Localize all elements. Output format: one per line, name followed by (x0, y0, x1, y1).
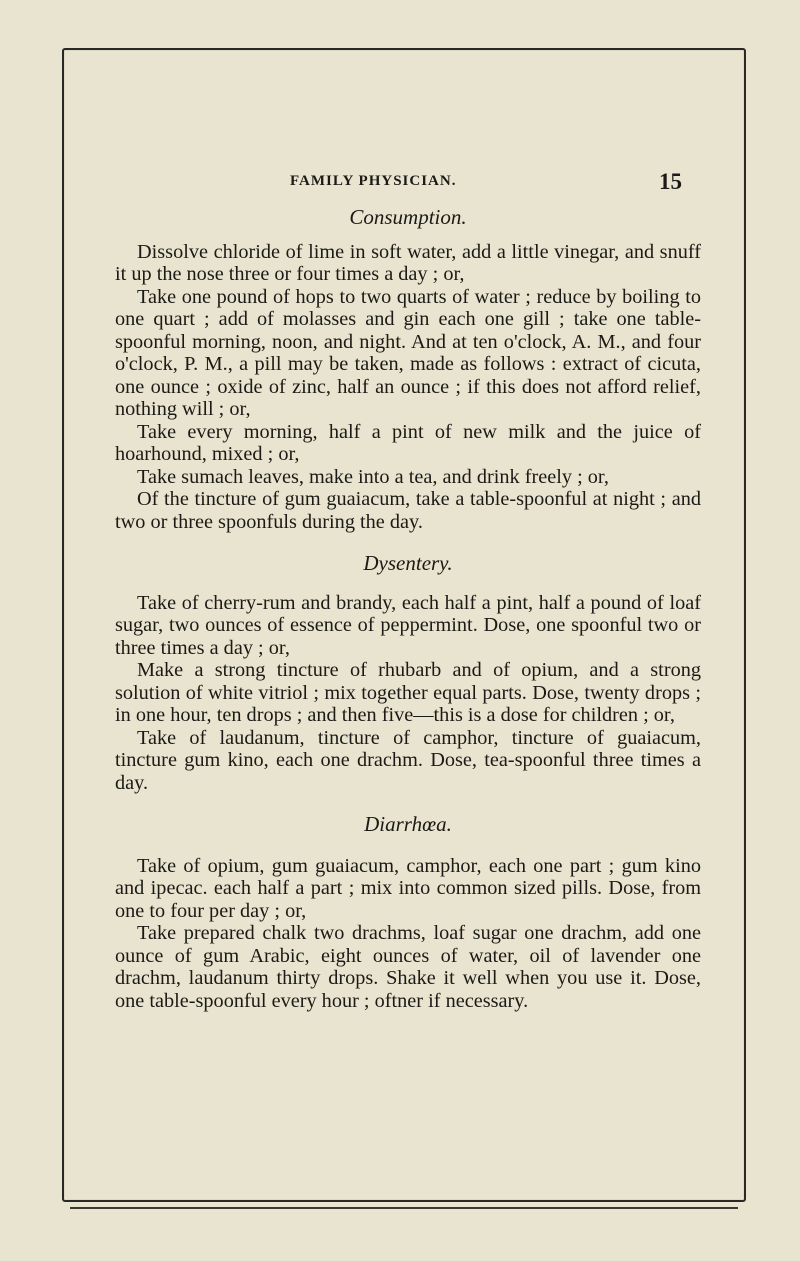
recipe-paragraph: Take sumach leaves, make into a tea, and drink freely ; or, (137, 465, 609, 488)
recipe-paragraph: Take of cherry-rum and brandy, each half a pint, half a pound of loaf sugar, two ounces of essence of peppermint. Dose, one spoonful two or three times a day ; or, (115, 591, 701, 659)
recipe-paragraph: Take of laudanum, tincture of camphor, tincture of guaiacum, tincture gum kino, each one drachm. Dose, tea-spoonful three times a day. (115, 726, 701, 794)
section-consumption (115, 206, 701, 533)
section-heading: Diarrhœa. (364, 812, 452, 836)
page-body (115, 200, 701, 1012)
section-dysentery (115, 552, 701, 794)
page-number: 15 (659, 169, 682, 194)
recipe-paragraph: Take of opium, gum guaiacum, camphor, each one part ; gum kino and ipecac. each half a part ; mix into common sized pills. Dose, from one to four per day ; or, (115, 854, 701, 922)
section-heading: Dysentery. (363, 551, 453, 575)
section-heading: Consumption. (349, 205, 467, 229)
recipe-paragraph: Take one pound of hops to two quarts of water ; reduce by boiling to one quart ; add of molasses and gin each one gill ; take one table-spoonful morning, noon, and night. And at ten o'clock, A. M., and four o'clock, P. M., a pill may be taken, made as follows : extract of cicuta, one ounce ; oxide of zinc, half an ounce ; if this does not afford relief, nothing will ; or, (115, 285, 701, 420)
recipe-paragraph: Take prepared chalk two drachms, loaf sugar one drachm, add one ounce of gum Arabic, eight ounces of water, oil of lavender one drachm, laudanum thirty drops. Shake it well when you use it. Dose, one table-spoonful every hour ; oftner if necessary. (115, 922, 701, 1012)
recipe-paragraph: Make a strong tincture of rhubarb and of opium, and a strong solution of white vitriol ; mix together equal parts. Dose, twenty drops ; in one hour, ten drops ; and then five—this is a dose for children ; or, (115, 659, 701, 726)
section-diarrhoea (115, 813, 701, 1012)
running-head: FAMILY PHYSICIAN. (290, 173, 457, 189)
recipe-paragraph: Of the tincture of gum guaiacum, take a table-spoonful at night ; and two or three spoonfuls during the day. (115, 488, 701, 533)
recipe-paragraph: Dissolve chloride of lime in soft water, add a little vinegar, and snuff it up the nose three or four times a day ; or, (115, 240, 701, 285)
recipe-paragraph: Take every morning, half a pint of new milk and the juice of hoarhound, mixed ; or, (115, 420, 701, 465)
